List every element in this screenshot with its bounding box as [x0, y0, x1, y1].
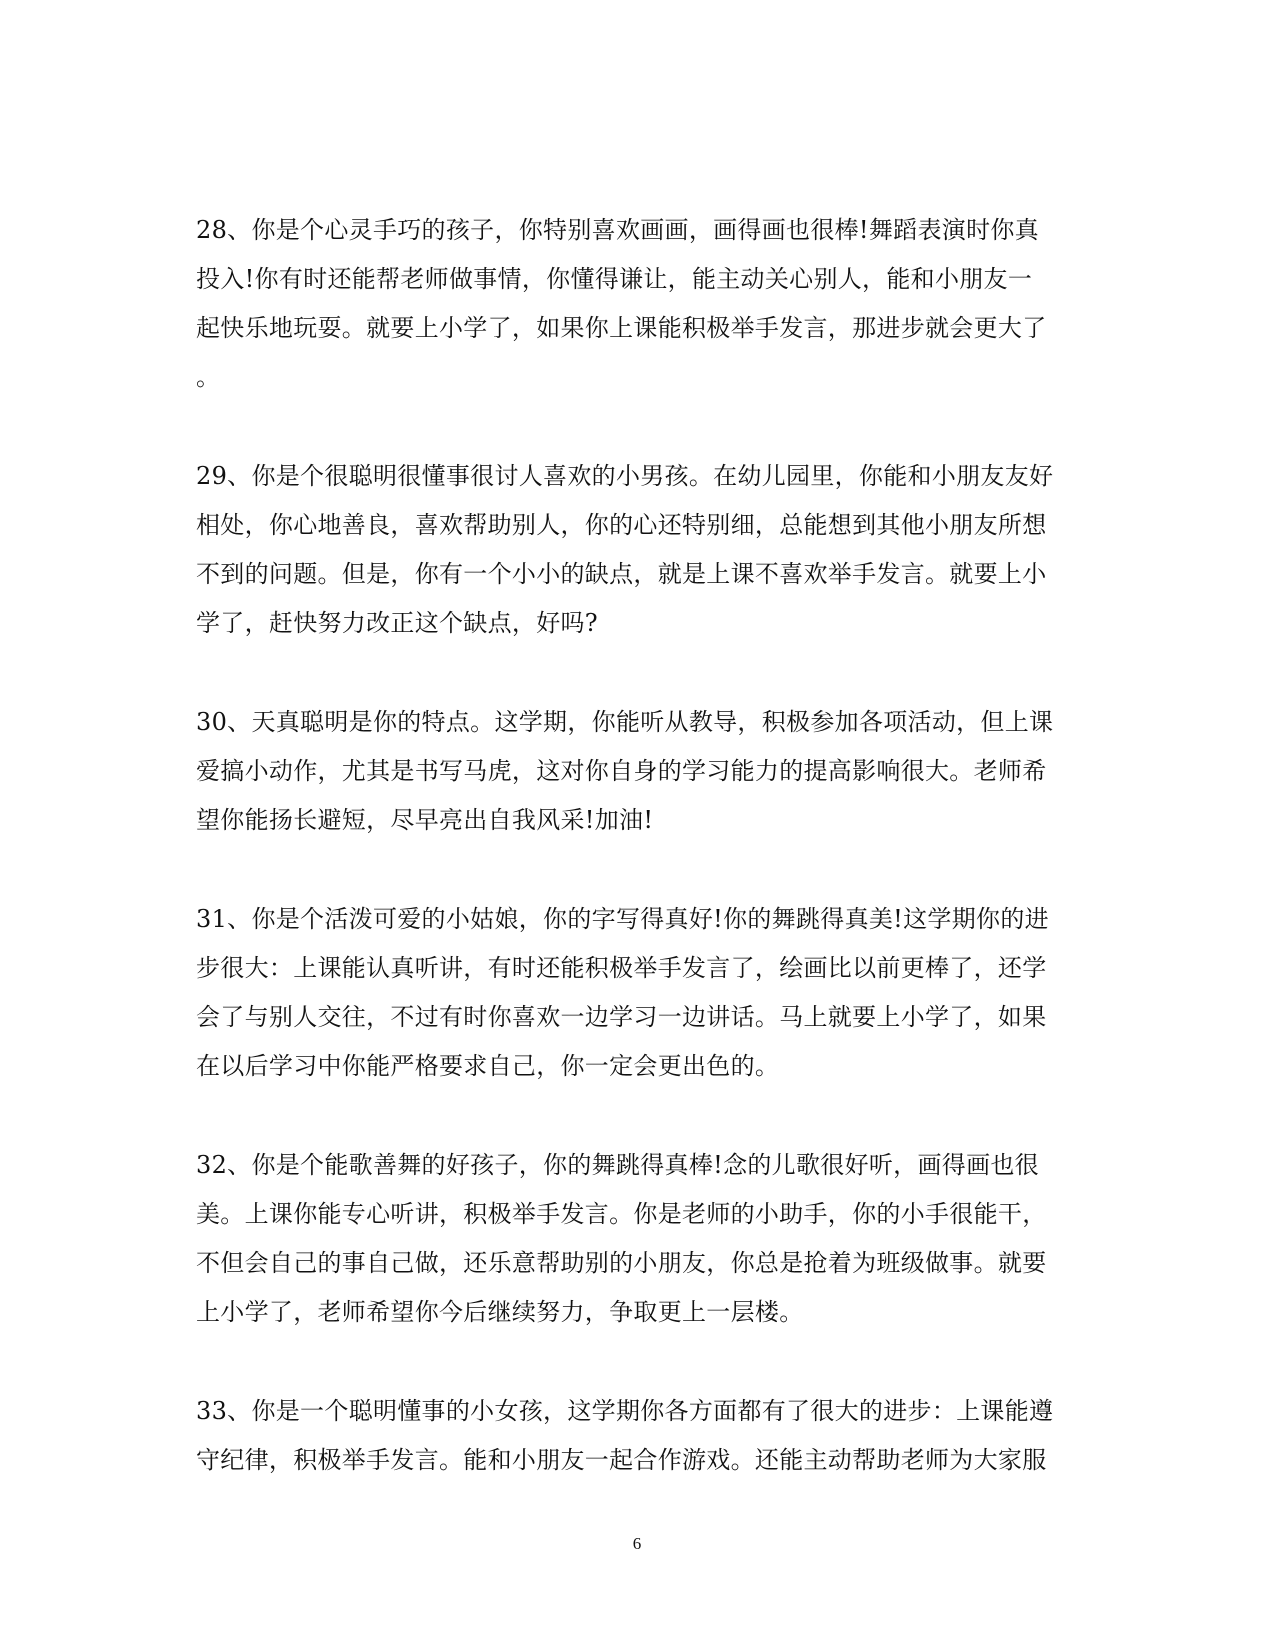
text-line: 28、你是个心灵手巧的孩子，你特别喜欢画画，画得画也很棒!舞蹈表演时你真: [196, 216, 1039, 244]
text-line: 上小学了，老师希望你今后继续努力，争取更上一层楼。: [196, 1298, 804, 1326]
document-body: [196, 206, 1076, 1535]
text-line: 起快乐地玩耍。就要上小学了，如果你上课能积极举手发言，那进步就会更大了: [196, 314, 1047, 342]
text-line: 33、你是一个聪明懂事的小女孩，这学期你各方面都有了很大的进步：上课能遵: [196, 1397, 1054, 1425]
text-line: 。: [196, 363, 221, 391]
text-line: 30、天真聪明是你的特点。这学期，你能听从教导，积极参加各项活动，但上课: [196, 708, 1054, 736]
text-line: 投入!你有时还能帮老师做事情，你懂得谦让，能主动关心别人，能和小朋友一: [196, 265, 1033, 293]
text-line: 不到的问题。但是，你有一个小小的缺点，就是上课不喜欢举手发言。就要上小: [196, 560, 1047, 588]
paragraph-29: [196, 452, 1076, 648]
paragraph-28: [196, 206, 1076, 402]
text-line: 步很大：上课能认真听讲，有时还能积极举手发言了，绘画比以前更棒了，还学: [196, 954, 1047, 982]
text-line: 31、你是个活泼可爱的小姑娘，你的字写得真好!你的舞跳得真美!这学期你的进: [196, 905, 1049, 933]
paragraph-30: [196, 698, 1076, 845]
text-line: 学了，赶快努力改正这个缺点，好吗?: [196, 609, 598, 637]
text-line: 望你能扬长避短，尽早亮出自我风采!加油!: [196, 806, 654, 834]
text-line: 爱搞小动作，尤其是书写马虎，这对你自身的学习能力的提高影响很大。老师希: [196, 757, 1047, 785]
text-line: 29、你是个很聪明很懂事很讨人喜欢的小男孩。在幼儿园里，你能和小朋友友好: [196, 462, 1054, 490]
text-line: 会了与别人交往，不过有时你喜欢一边学习一边讲话。马上就要上小学了，如果: [196, 1003, 1047, 1031]
text-line: 在以后学习中你能严格要求自己，你一定会更出色的。: [196, 1052, 780, 1080]
text-line: 相处，你心地善良，喜欢帮助别人，你的心还特别细，总能想到其他小朋友所想: [196, 511, 1047, 539]
paragraph-31: [196, 895, 1076, 1091]
paragraph-33: [196, 1387, 1076, 1485]
paragraph-32: [196, 1141, 1076, 1337]
text-line: 不但会自己的事自己做，还乐意帮助别的小朋友，你总是抢着为班级做事。就要: [196, 1249, 1047, 1277]
text-line: 美。上课你能专心听讲，积极举手发言。你是老师的小助手，你的小手很能干，: [196, 1200, 1047, 1228]
page-number: 6: [632, 1534, 642, 1553]
text-line: 32、你是个能歌善舞的好孩子，你的舞跳得真棒!念的儿歌很好听，画得画也很: [196, 1151, 1039, 1179]
text-line: 守纪律，积极举手发言。能和小朋友一起合作游戏。还能主动帮助老师为大家服: [196, 1446, 1047, 1474]
